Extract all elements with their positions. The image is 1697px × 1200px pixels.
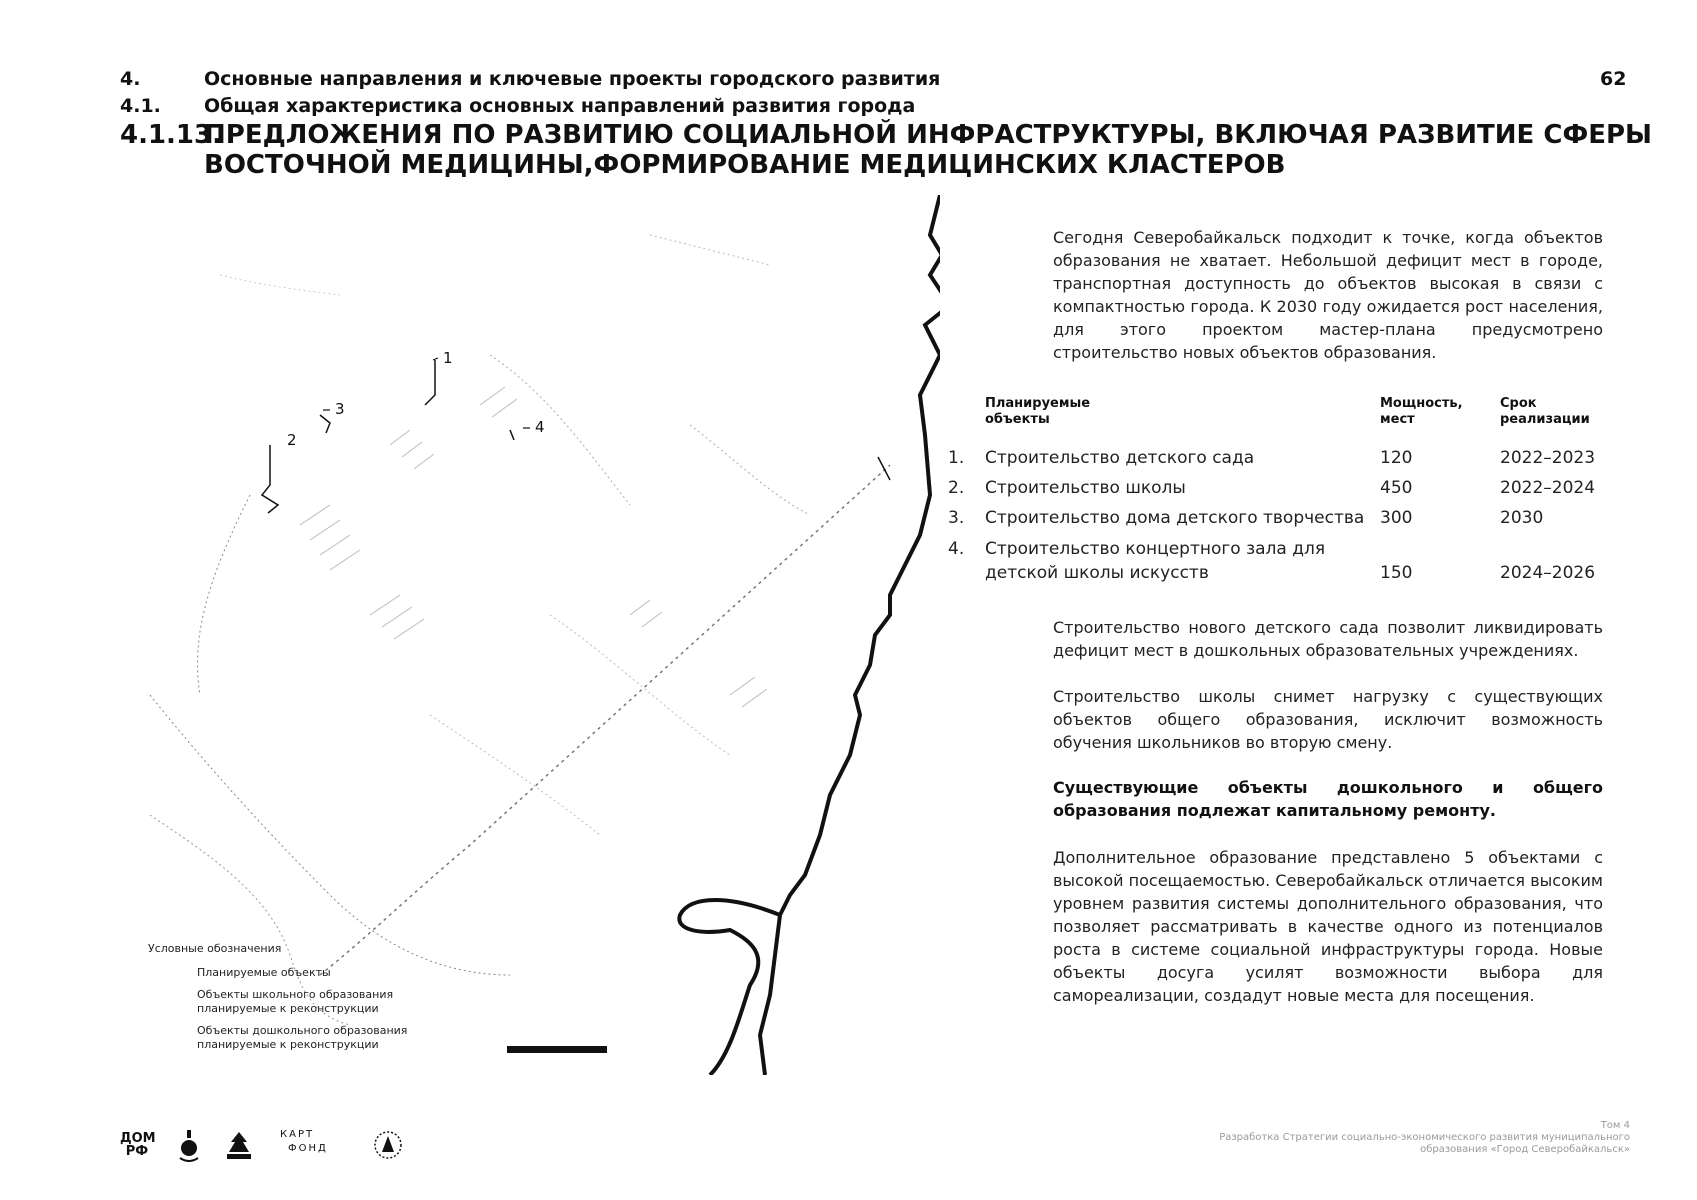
- marker-label: 2: [287, 431, 297, 449]
- road: [150, 695, 510, 975]
- row-object: Строительство концертного зала для детской школы искусств: [985, 539, 1326, 583]
- logo-emblem-1: [178, 1128, 200, 1162]
- row-term: 2022–2023: [1500, 448, 1596, 468]
- page-number: 62: [1600, 68, 1627, 90]
- row-term: 2024–2026: [1500, 563, 1596, 583]
- section-title: Основные направления и ключевые проекты городского развития: [204, 68, 941, 90]
- legend-item: Объекты школьного образования планируемые к реконструкции: [197, 988, 394, 1015]
- footer-line: Разработка Стратегии социально-экономического развития муниципального: [1219, 1132, 1630, 1143]
- row-capacity: 150: [1380, 563, 1413, 583]
- footer-caption: [1150, 1120, 1630, 1156]
- row-number: 2.: [948, 478, 965, 498]
- marker-label: 4: [535, 418, 545, 436]
- shoreline: [760, 195, 940, 1075]
- river: [679, 900, 780, 1075]
- logo-kartfond: КАРТ ФОНД: [280, 1129, 328, 1154]
- footer-volume: Том 4: [1600, 1120, 1630, 1131]
- railway-crossing: [878, 457, 890, 480]
- row-number: 4.: [948, 539, 965, 559]
- logo-dom-rf: ДОМ РФ: [120, 1131, 156, 1159]
- page-title-line-1: ПРЕДЛОЖЕНИЯ ПО РАЗВИТИЮ СОЦИАЛЬНОЙ ИНФРАСТРУКТУРЫ, ВКЛЮЧАЯ РАЗВИТИЕ СФЕРЫ: [204, 120, 1652, 150]
- road: [220, 275, 340, 295]
- row-capacity: 300: [1380, 508, 1413, 528]
- page-title-line-2: ВОСТОЧНОЙ МЕДИЦИНЫ,ФОРМИРОВАНИЕ МЕДИЦИНСКИХ КЛАСТЕРОВ: [204, 150, 1286, 180]
- logo-emblem-2: [225, 1128, 253, 1162]
- subsection-number: 4.1.: [120, 95, 161, 117]
- intro-paragraph: Сегодня Северобайкальск подходит к точке, когда объектов образования не хватает. Небольшой дефицит мест в городе, транспортная доступность до объектов высокая в связи с компактностью города. К 2030 году ожидается рост населения, для этого проектом мастер-плана предусмотрено строительство новых объектов образования.: [1053, 228, 1603, 362]
- road: [430, 715, 600, 835]
- section-number: 4.: [120, 68, 141, 90]
- road: [490, 355, 630, 505]
- logo-city-crest: [372, 1128, 404, 1162]
- road: [690, 425, 810, 515]
- legend-title: Условные обозначения: [148, 942, 282, 955]
- page-title-number: 4.1.13.: [120, 120, 222, 150]
- planned-objects: [262, 360, 514, 513]
- row-number: 1.: [948, 448, 965, 468]
- railway: [320, 465, 890, 975]
- road: [197, 495, 250, 695]
- road: [550, 615, 730, 755]
- road: [650, 235, 770, 265]
- row-object: Строительство дома детского творчества: [985, 508, 1365, 528]
- legend-item: Объекты дошкольного образования планируемые к реконструкции: [197, 1024, 408, 1051]
- scale-bar: [507, 1046, 607, 1053]
- legend-item: Планируемые объекты: [197, 966, 331, 979]
- marker-label: 1: [443, 349, 453, 367]
- row-capacity: 120: [1380, 448, 1413, 468]
- kindergarten-paragraph: Строительство нового детского сада позволит ликвидировать дефицит мест в дошкольных образовательных учреждениях.: [1053, 618, 1603, 660]
- building-blocks: [300, 387, 767, 707]
- repair-paragraph: Существующие объекты дошкольного и общего образования подлежат капитальному ремонту.: [1053, 778, 1603, 820]
- table-header-capacity: Мощность, мест: [1380, 396, 1463, 427]
- row-capacity: 450: [1380, 478, 1413, 498]
- marker-label: 3: [335, 400, 345, 418]
- school-paragraph: Строительство школы снимет нагрузку с существующих объектов общего образования, исключит возможность обучения школьников во вторую смену.: [1053, 687, 1603, 752]
- table-header-objects: Планируемые объекты: [985, 396, 1091, 427]
- row-number: 3.: [948, 508, 965, 528]
- extra-education-paragraph: Дополнительное образование представлено 5 объектами с высокой посещаемостью. Северобайкальск отличается высоким уровнем развития системы дополнительного образования, что позволяет рассматривать в качестве одного из потенциалов роста в системе социальной инфраструктуры города. Новые объекты досуга усилят возможности выбора для самореализации, создадут новые места для посещения.: [1053, 848, 1603, 1005]
- table-header-term: Срок реализации: [1500, 396, 1590, 427]
- footer-line: образования «Город Северобайкальск»: [1420, 1144, 1630, 1155]
- subsection-title: Общая характеристика основных направлений развития города: [204, 95, 916, 117]
- row-term: 2022–2024: [1500, 478, 1596, 498]
- row-object: Строительство детского сада: [985, 448, 1255, 468]
- row-object: Строительство школы: [985, 478, 1186, 498]
- row-term: 2030: [1500, 508, 1544, 528]
